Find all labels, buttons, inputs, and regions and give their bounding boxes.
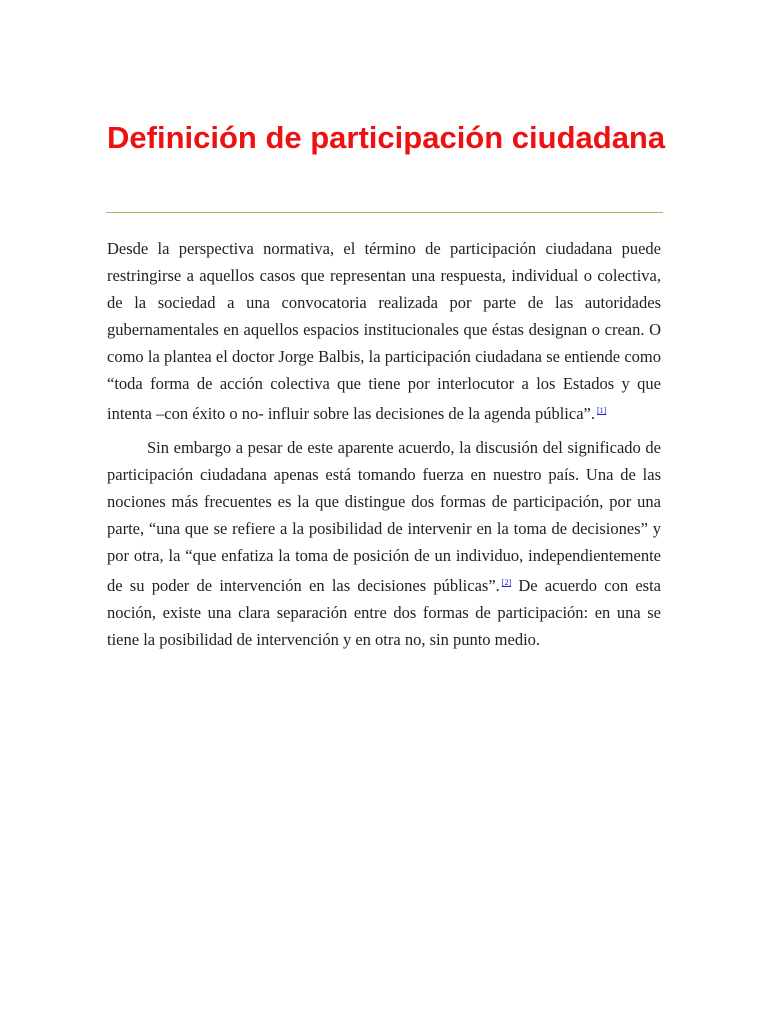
- title-underline-divider: [106, 212, 663, 213]
- paragraph-1-text: Desde la perspectiva normativa, el término de participación ciudadana puede restringirse a aquellos casos que representan una respuesta, individual o colectiva, de la sociedad a una convocatoria realizada por parte de las autoridades gubernamentales en aquellos espacios institucionales que éstas designan o crean. O como la plantea el doctor Jorge Balbis, la participación ciudadana se entiende como “toda forma de acción colectiva que tiene por interlocutor a los Estados y que intenta –con éxito o no- influir sobre las decisiones de la agenda pública”.: [107, 239, 661, 423]
- footnote-link-2[interactable]: [2]: [501, 578, 512, 587]
- paragraph-2-text-after: De acuerdo con esta noción, existe una clara separación entre dos formas de participación: en una se tiene la posibilidad de intervención y en otra no, sin punto medio.: [107, 576, 661, 649]
- paragraph-2-text-before: Sin embargo a pesar de este aparente acuerdo, la discusión del significado de participación ciudadana apenas está tomando fuerza en nuestro país. Una de las nociones más frecuentes es la que distingue dos formas de participación, por una parte, “una que se refiere a la posibilidad de intervenir en la toma de decisiones” y por otra, la “que enfatiza la toma de posición de un individuo, independientemente de su poder de intervención en las decisiones públicas”.: [107, 438, 661, 595]
- paragraph-2: [107, 434, 661, 653]
- paragraph-1: [107, 235, 661, 427]
- page-title: Definición de participación ciudadana: [107, 120, 666, 155]
- footnote-link-1[interactable]: [1]: [596, 406, 607, 415]
